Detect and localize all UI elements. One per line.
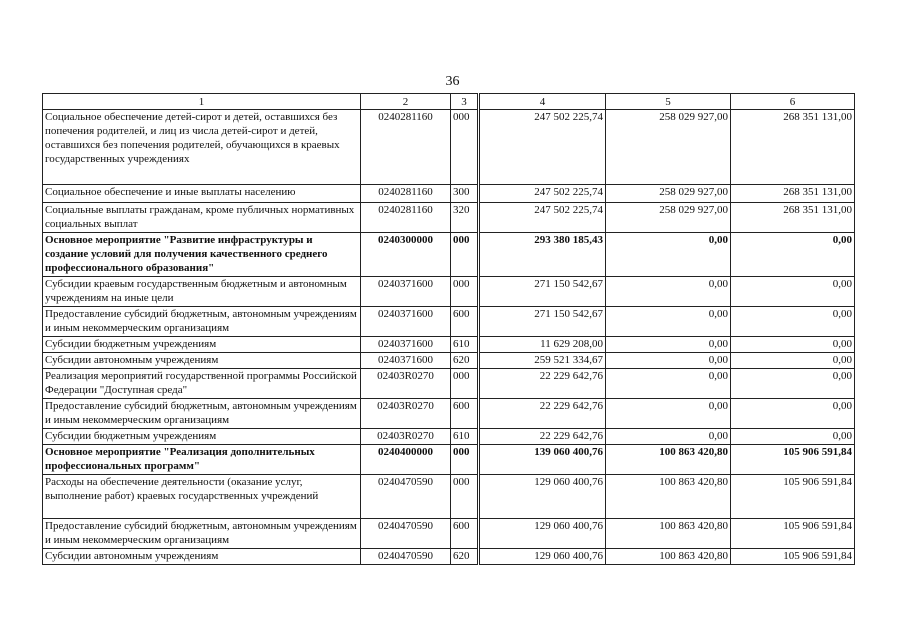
amount-col4-cell: 247 502 225,74 — [479, 110, 606, 185]
expense-type-cell: 610 — [451, 429, 479, 445]
amount-col4-cell: 129 060 400,76 — [479, 475, 606, 519]
amount-col6-cell: 105 906 591,84 — [731, 519, 855, 549]
amount-col4-cell: 129 060 400,76 — [479, 549, 606, 565]
amount-col5-cell: 0,00 — [606, 337, 731, 353]
amount-col4-cell: 139 060 400,76 — [479, 445, 606, 475]
amount-col4-cell: 22 229 642,76 — [479, 399, 606, 429]
table-row — [43, 307, 855, 337]
table-row — [43, 110, 855, 185]
target-code-cell: 0240371600 — [361, 277, 451, 307]
table-row — [43, 399, 855, 429]
amount-col4-cell: 247 502 225,74 — [479, 203, 606, 233]
column-header-2: 2 — [361, 94, 451, 110]
expense-type-cell: 320 — [451, 203, 479, 233]
expense-type-cell: 300 — [451, 185, 479, 203]
amount-col5-cell: 0,00 — [606, 353, 731, 369]
table-row — [43, 203, 855, 233]
column-header-1: 1 — [43, 94, 361, 110]
amount-col4-cell: 129 060 400,76 — [479, 519, 606, 549]
row-name-cell: Предоставление субсидий бюджетным, автономным учреждениям и иным некоммерческим организациям — [43, 307, 361, 337]
table-row — [43, 475, 855, 519]
expense-type-cell: 000 — [451, 110, 479, 185]
amount-col5-cell: 100 863 420,80 — [606, 475, 731, 519]
expense-type-cell: 000 — [451, 233, 479, 277]
target-code-cell: 02403R0270 — [361, 399, 451, 429]
amount-col6-cell: 268 351 131,00 — [731, 203, 855, 233]
amount-col6-cell: 0,00 — [731, 277, 855, 307]
expense-type-cell: 000 — [451, 369, 479, 399]
target-code-cell: 0240281160 — [361, 185, 451, 203]
amount-col6-cell: 105 906 591,84 — [731, 445, 855, 475]
amount-col6-cell: 0,00 — [731, 429, 855, 445]
amount-col4-cell: 22 229 642,76 — [479, 429, 606, 445]
amount-col5-cell: 100 863 420,80 — [606, 549, 731, 565]
amount-col6-cell: 0,00 — [731, 337, 855, 353]
amount-col4-cell: 259 521 334,67 — [479, 353, 606, 369]
amount-col6-cell: 268 351 131,00 — [731, 110, 855, 185]
expense-type-cell: 600 — [451, 399, 479, 429]
row-name-cell: Предоставление субсидий бюджетным, автономным учреждениям и иным некоммерческим организациям — [43, 399, 361, 429]
target-code-cell: 0240371600 — [361, 337, 451, 353]
row-name-cell: Предоставление субсидий бюджетным, автономным учреждениям и иным некоммерческим организациям — [43, 519, 361, 549]
row-name-cell: Реализация мероприятий государственной программы Российской Федерации "Доступная среда" — [43, 369, 361, 399]
amount-col5-cell: 0,00 — [606, 307, 731, 337]
amount-col4-cell: 271 150 542,67 — [479, 307, 606, 337]
amount-col6-cell: 0,00 — [731, 307, 855, 337]
expense-type-cell: 620 — [451, 549, 479, 565]
amount-col6-cell: 0,00 — [731, 353, 855, 369]
row-name-cell: Социальные выплаты гражданам, кроме публичных нормативных социальных выплат — [43, 203, 361, 233]
target-code-cell: 0240371600 — [361, 353, 451, 369]
header-row — [43, 94, 855, 110]
amount-col5-cell: 0,00 — [606, 233, 731, 277]
row-name-cell: Субсидии бюджетным учреждениям — [43, 337, 361, 353]
target-code-cell: 0240470590 — [361, 475, 451, 519]
expense-type-cell: 600 — [451, 519, 479, 549]
amount-col5-cell: 100 863 420,80 — [606, 519, 731, 549]
amount-col6-cell: 268 351 131,00 — [731, 185, 855, 203]
table-row — [43, 353, 855, 369]
target-code-cell: 0240371600 — [361, 307, 451, 337]
target-code-cell: 0240470590 — [361, 519, 451, 549]
table-row — [43, 277, 855, 307]
amount-col5-cell: 258 029 927,00 — [606, 110, 731, 185]
amount-col5-cell: 258 029 927,00 — [606, 203, 731, 233]
table-body — [43, 110, 855, 565]
row-name-cell: Социальное обеспечение детей-сирот и детей, оставшихся без попечения родителей, и лиц из числа детей-сирот и детей, оставшихся без попечения родителей, обучающихся в краевых государственных учреждениях — [43, 110, 361, 185]
expense-type-cell: 000 — [451, 445, 479, 475]
amount-col5-cell: 0,00 — [606, 399, 731, 429]
expense-type-cell: 620 — [451, 353, 479, 369]
budget-table — [42, 93, 855, 565]
amount-col5-cell: 0,00 — [606, 429, 731, 445]
amount-col6-cell: 0,00 — [731, 399, 855, 429]
column-header-4: 4 — [479, 94, 606, 110]
amount-col6-cell: 105 906 591,84 — [731, 475, 855, 519]
target-code-cell: 0240400000 — [361, 445, 451, 475]
amount-col6-cell: 0,00 — [731, 233, 855, 277]
target-code-cell: 02403R0270 — [361, 429, 451, 445]
row-name-cell: Субсидии автономным учреждениям — [43, 549, 361, 565]
table-row — [43, 337, 855, 353]
target-code-cell: 0240470590 — [361, 549, 451, 565]
column-header-6: 6 — [731, 94, 855, 110]
amount-col4-cell: 247 502 225,74 — [479, 185, 606, 203]
target-code-cell: 02403R0270 — [361, 369, 451, 399]
amount-col5-cell: 0,00 — [606, 369, 731, 399]
target-code-cell: 0240281160 — [361, 203, 451, 233]
table-row — [43, 233, 855, 277]
column-header-3: 3 — [451, 94, 479, 110]
table-row — [43, 445, 855, 475]
page-number: 36 — [445, 74, 460, 89]
amount-col5-cell: 258 029 927,00 — [606, 185, 731, 203]
amount-col6-cell: 105 906 591,84 — [731, 549, 855, 565]
row-name-cell: Субсидии бюджетным учреждениям — [43, 429, 361, 445]
row-name-cell: Субсидии автономным учреждениям — [43, 353, 361, 369]
table-row — [43, 369, 855, 399]
expense-type-cell: 000 — [451, 277, 479, 307]
amount-col5-cell: 0,00 — [606, 277, 731, 307]
row-name-cell: Социальное обеспечение и иные выплаты населению — [43, 185, 361, 203]
amount-col4-cell: 293 380 185,43 — [479, 233, 606, 277]
amount-col5-cell: 100 863 420,80 — [606, 445, 731, 475]
table-row — [43, 185, 855, 203]
column-header-5: 5 — [606, 94, 731, 110]
row-name-cell: Субсидии краевым государственным бюджетным и автономным учреждениям на иные цели — [43, 277, 361, 307]
row-name-cell: Основное мероприятие "Реализация дополнительных профессиональных программ" — [43, 445, 361, 475]
expense-type-cell: 000 — [451, 475, 479, 519]
expense-type-cell: 600 — [451, 307, 479, 337]
row-name-cell: Расходы на обеспечение деятельности (оказание услуг, выполнение работ) краевых государственных учреждений — [43, 475, 361, 519]
table-row — [43, 429, 855, 445]
expense-type-cell: 610 — [451, 337, 479, 353]
amount-col4-cell: 22 229 642,76 — [479, 369, 606, 399]
table-row — [43, 519, 855, 549]
target-code-cell: 0240281160 — [361, 110, 451, 185]
amount-col6-cell: 0,00 — [731, 369, 855, 399]
amount-col4-cell: 271 150 542,67 — [479, 277, 606, 307]
table-row — [43, 549, 855, 565]
amount-col4-cell: 11 629 208,00 — [479, 337, 606, 353]
row-name-cell: Основное мероприятие "Развитие инфраструктуры и создание условий для получения качественного среднего профессионального образования" — [43, 233, 361, 277]
target-code-cell: 0240300000 — [361, 233, 451, 277]
